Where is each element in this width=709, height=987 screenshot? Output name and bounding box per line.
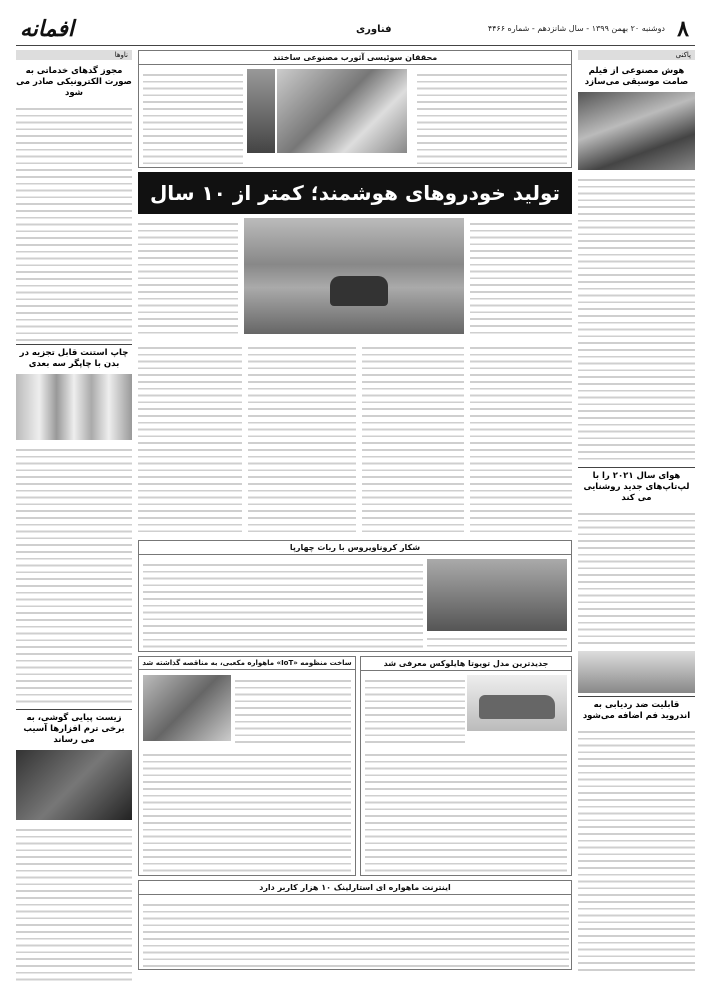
page-header (16, 16, 695, 46)
right-article3-title: قابلیت ضد ردیابی به اندروید فم اضافه می‌شود (582, 700, 691, 721)
divider (578, 467, 695, 468)
left-article3-body (16, 824, 132, 984)
top-story (138, 50, 572, 168)
main-body-col1 (470, 218, 572, 338)
main-body-col5 (248, 342, 356, 532)
left-article1-title: مجوز گدهای خدماتی به صورت الکترونیکی صادر می شود (16, 66, 132, 98)
cubesat-photo (143, 675, 231, 741)
iot-story (138, 656, 356, 876)
divider (16, 709, 132, 710)
toyota-story-title: جدیدترین مدل تویوتا هایلوکس معرفی شد (361, 657, 571, 671)
lab-photo (247, 69, 275, 153)
car-shape (330, 276, 388, 306)
right-article2-body (578, 508, 695, 648)
bottom-story-title: اینترنت ماهواره ای استارلینک ۱۰ هزار کاربر دارد (139, 881, 571, 895)
bottom-story (138, 880, 572, 970)
iot-story-body (143, 749, 351, 873)
right-column-tab: پاکنی (578, 50, 695, 60)
left-article2-body (16, 444, 132, 706)
car-photo (244, 218, 464, 334)
right-article1-title: هوش مصنوعی از فیلم صامت موسیقی می‌سازد (584, 66, 689, 87)
main-body-col6 (138, 342, 242, 532)
right-article3-body (578, 726, 695, 976)
toyota-story (360, 656, 572, 876)
left-article2-title: چاپ استنت قابل تجزیه در بدن با چاپگر سه بعدی (19, 348, 129, 369)
phone-photo (16, 750, 132, 820)
page-number: ۸ (677, 16, 689, 42)
robot-story-caption (427, 633, 567, 649)
newspaper-logo: افمانه (20, 16, 74, 42)
laptop-photo (578, 651, 695, 693)
section-title: فناوری (356, 24, 392, 35)
robot-story-title: شکار کروناویروس با ربات چهارپا (139, 541, 571, 555)
top-story-title: محققان سوئیسی آثورب مصنوعی ساختند (139, 51, 571, 65)
researcher-photo (277, 69, 407, 153)
left-column (16, 50, 132, 970)
main-body-col4 (362, 342, 464, 532)
left-column-tab: ناوها (16, 50, 132, 60)
stent-photo (16, 374, 132, 440)
film-photo (578, 92, 695, 170)
robot-story-body (143, 559, 423, 649)
toyota-story-body (365, 749, 567, 873)
main-story (138, 218, 572, 536)
right-article2-title: هوای سال ۲۰۲۱ را با لپ‌تاپ‌های جدید روشنایی می کند (583, 471, 690, 503)
left-article1-body (16, 103, 132, 341)
robot-dog-photo (427, 559, 567, 631)
right-article1-body (578, 174, 695, 464)
main-body-col2 (138, 218, 238, 338)
date-line: دوشنبه ۲۰ بهمن ۱۳۹۹ - سال شانزدهم - شماره ۴۴۶۶ (487, 24, 665, 33)
top-story-body-right (417, 69, 567, 165)
divider (16, 344, 132, 345)
right-column (578, 50, 695, 970)
top-story-body-left (143, 69, 243, 165)
bottom-story-body (143, 899, 569, 967)
iot-story-body-top (235, 675, 351, 745)
truck-shape (479, 695, 555, 719)
toyota-story-body-top (365, 675, 465, 745)
robot-story (138, 540, 572, 652)
main-body-col3 (470, 342, 572, 532)
left-article3-title: زیست پیایی گوشی، به برخی ترم افزارها آسیب می رساند (23, 713, 125, 745)
iot-story-title: ساخت منظومه «IoT» ماهواره مکعبی، به مناقصه گذاشته شد (139, 657, 355, 670)
truck-photo (467, 675, 567, 731)
divider (578, 696, 695, 697)
main-headline: تولید خودروهای هوشمند؛ کمتر از ۱۰ سال (138, 172, 572, 214)
